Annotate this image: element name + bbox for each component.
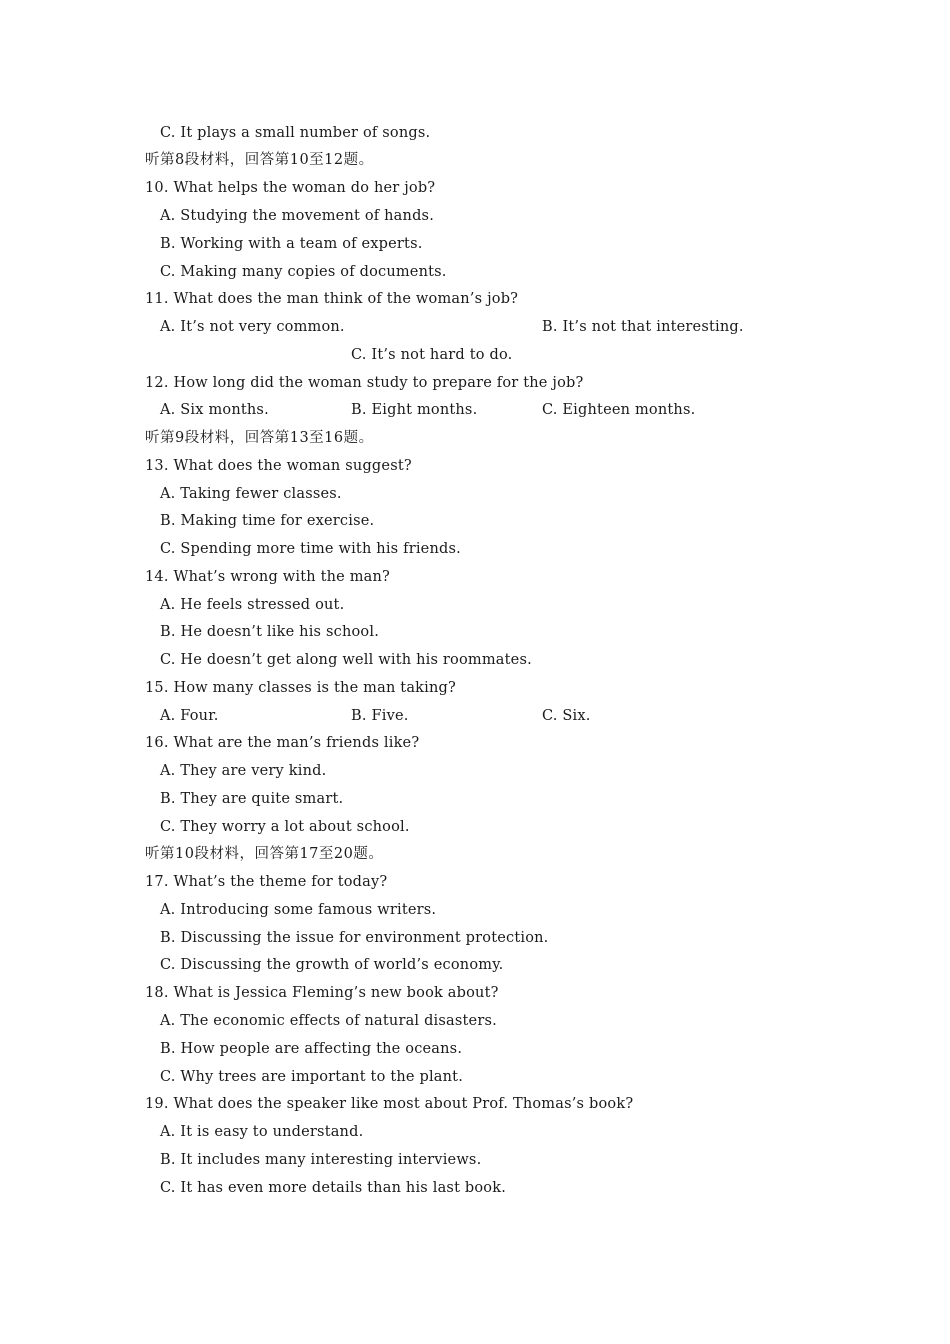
question-11: 11. What does the man think of the woman’s job? — [145, 291, 519, 307]
option-14c: C. He doesn’t get along well with his roommates. — [160, 652, 532, 668]
option-19a: A. It is easy to understand. — [160, 1124, 364, 1140]
option-15b: B. Five. — [351, 708, 409, 724]
question-17: 17. What’s the theme for today? — [145, 874, 388, 890]
option-16b: B. They are quite smart. — [160, 791, 344, 807]
option-15a: A. Four. — [160, 708, 219, 724]
option-17a: A. Introducing some famous writers. — [160, 902, 437, 918]
question-13: 13. What does the woman suggest? — [145, 458, 412, 474]
option-17b: B. Discussing the issue for environment protection. — [160, 930, 549, 946]
question-14: 14. What’s wrong with the man? — [145, 569, 391, 585]
option-11a: A. It’s not very common. — [160, 319, 345, 335]
option-18b: B. How people are affecting the oceans. — [160, 1041, 463, 1057]
question-12: 12. How long did the woman study to prepare for the job? — [145, 375, 584, 391]
question-16: 16. What are the man’s friends like? — [145, 735, 420, 751]
section-header-9: 听第9段材料，回答第13至16题。 — [145, 430, 374, 446]
option-12b: B. Eight months. — [351, 402, 478, 418]
option-10c: C. Making many copies of documents. — [160, 264, 447, 280]
question-19: 19. What does the speaker like most about Prof. Thomas’s book? — [145, 1096, 634, 1112]
question-18: 18. What is Jessica Fleming’s new book about? — [145, 985, 499, 1001]
option-12c: C. Eighteen months. — [542, 402, 696, 418]
option-15c: C. Six. — [542, 708, 591, 724]
question-15: 15. How many classes is the man taking? — [145, 680, 456, 696]
option-10a: A. Studying the movement of hands. — [160, 208, 435, 224]
section-header-8: 听第8段材料，回答第10至12题。 — [145, 152, 374, 168]
option-9c: C. It plays a small number of songs. — [160, 125, 431, 141]
option-13b: B. Making time for exercise. — [160, 513, 375, 529]
option-17c: C. Discussing the growth of world’s economy. — [160, 957, 504, 973]
option-12a: A. Six months. — [160, 402, 269, 418]
option-14b: B. He doesn’t like his school. — [160, 624, 380, 640]
option-11b: B. It’s not that interesting. — [542, 319, 744, 335]
option-10b: B. Working with a team of experts. — [160, 236, 423, 252]
option-11c: C. It’s not hard to do. — [351, 347, 513, 363]
option-16c: C. They worry a lot about school. — [160, 819, 410, 835]
option-13c: C. Spending more time with his friends. — [160, 541, 461, 557]
option-13a: A. Taking fewer classes. — [160, 486, 342, 502]
option-19c: C. It has even more details than his last book. — [160, 1180, 507, 1196]
option-18c: C. Why trees are important to the plant. — [160, 1069, 464, 1085]
option-19b: B. It includes many interesting interviews. — [160, 1152, 482, 1168]
option-18a: A. The economic effects of natural disasters. — [160, 1013, 497, 1029]
question-10: 10. What helps the woman do her job? — [145, 180, 436, 196]
option-14a: A. He feels stressed out. — [160, 597, 345, 613]
section-header-10: 听第10段材料，回答第17至20题。 — [145, 846, 384, 862]
option-16a: A. They are very kind. — [160, 763, 327, 779]
